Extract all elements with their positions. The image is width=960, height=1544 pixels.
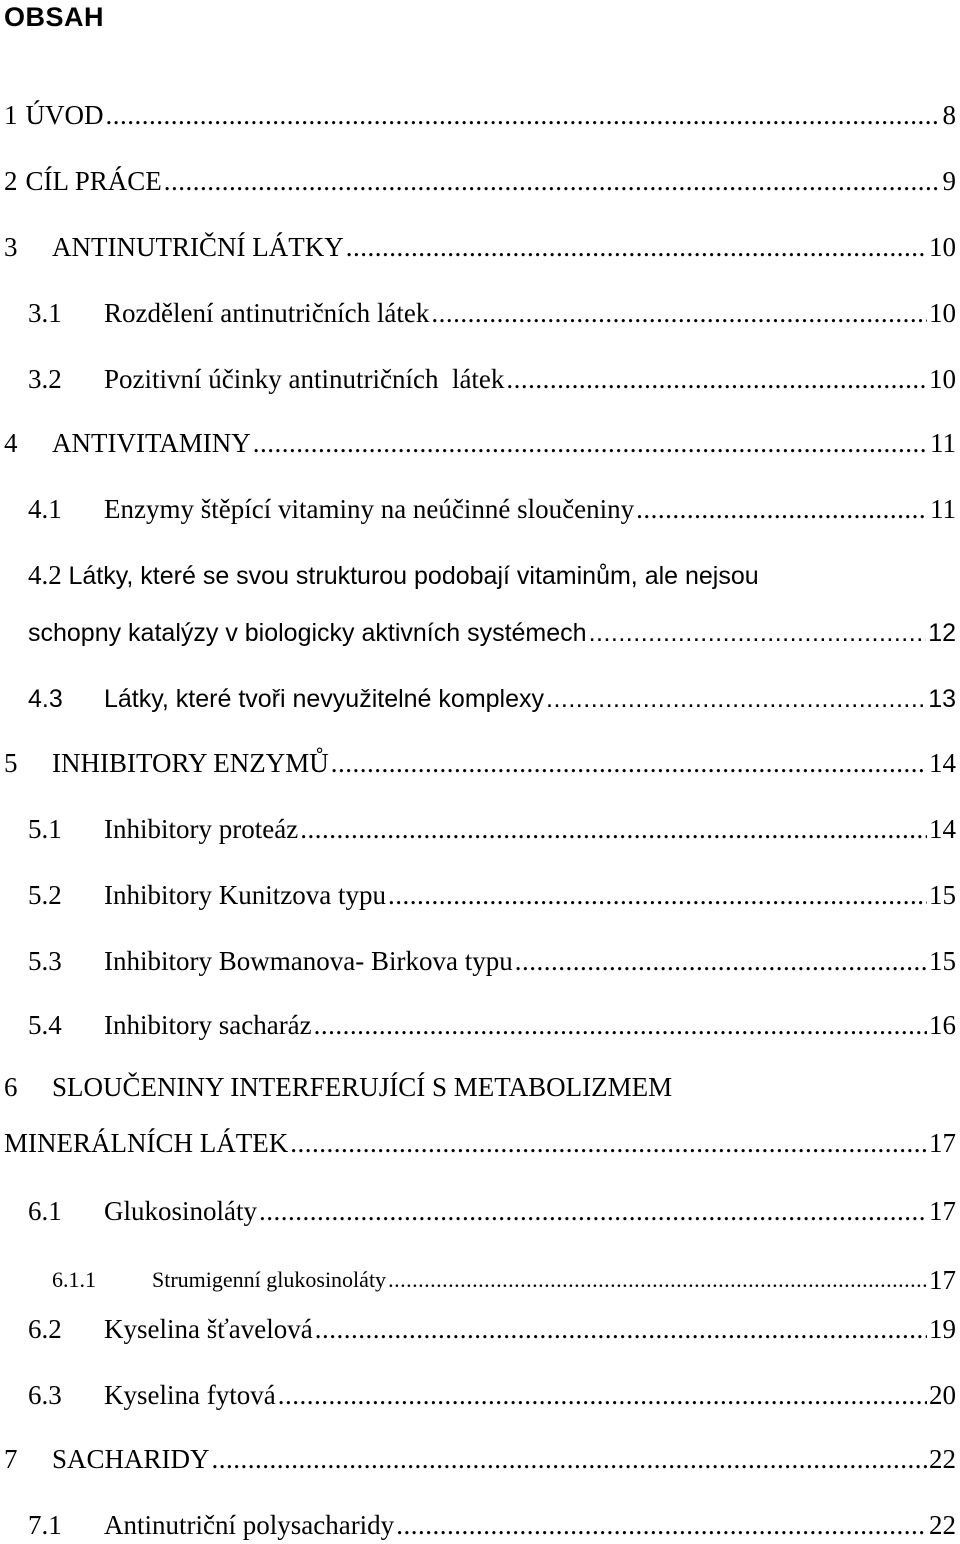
toc-number: 7	[4, 1444, 18, 1474]
toc-title: ÚVOD	[25, 100, 104, 130]
toc-leader	[164, 164, 941, 198]
toc-entry-6-2[interactable]	[0, 1306, 960, 1346]
toc-entry-5-4[interactable]	[0, 1002, 960, 1042]
toc-page: 10	[929, 232, 956, 262]
toc-page: 10	[929, 364, 956, 394]
toc-title: Glukosinoláty	[104, 1196, 257, 1226]
toc-leader	[315, 1312, 927, 1346]
toc-page: 10	[929, 298, 956, 328]
toc-leader	[546, 682, 926, 716]
toc-page: 11	[930, 428, 956, 458]
toc-entry-4[interactable]	[0, 420, 960, 460]
toc-page: 17	[929, 1128, 956, 1158]
toc-title: Pozitivní účinky antinutričních látek	[104, 364, 505, 394]
toc-leader	[346, 230, 927, 264]
toc-title: schopny katalýzy v biologicky aktivních systémech	[28, 619, 587, 647]
toc-number: 2	[4, 166, 18, 196]
toc-title: SLOUČENINY INTERFERUJÍCÍ S METABOLIZMEM	[52, 1072, 673, 1102]
toc-number: 6.1.1	[52, 1267, 96, 1292]
toc-entry-6-1-1[interactable]	[0, 1254, 960, 1294]
toc-page: 13	[928, 685, 956, 713]
toc-leader	[300, 812, 927, 846]
toc-page: 17	[929, 1265, 956, 1295]
toc-page: 17	[929, 1196, 956, 1226]
toc-number: 5.4	[28, 1010, 62, 1040]
toc-entry-5-3[interactable]	[0, 938, 960, 978]
toc-number: 3.2	[28, 364, 62, 394]
toc-title: Strumigenní glukosinoláty	[152, 1267, 387, 1292]
toc-leader	[212, 1442, 927, 1476]
toc-entry-7-1[interactable]	[0, 1502, 960, 1542]
toc-entry-4-3[interactable]	[0, 676, 960, 716]
toc-leader	[589, 616, 927, 650]
toc-entry-1[interactable]	[0, 92, 960, 132]
toc-entry-4-1[interactable]	[0, 486, 960, 526]
toc-number: 5.1	[28, 814, 62, 844]
toc-leader	[396, 1508, 927, 1542]
toc-number: 5.3	[28, 946, 62, 976]
toc-page: 22	[929, 1510, 956, 1540]
toc-leader	[331, 746, 927, 780]
toc-entry-5[interactable]	[0, 740, 960, 780]
toc-title: Enzymy štěpící vitaminy na neúčinné sloučeniny	[104, 494, 635, 524]
toc-page: 11	[930, 494, 956, 524]
toc-number: 5	[4, 748, 18, 778]
toc-number: 3.1	[28, 298, 62, 328]
toc-entry-4-2-line1[interactable]	[28, 558, 759, 593]
toc-entry-6-1[interactable]	[0, 1188, 960, 1228]
toc-title: Inhibitory Bowmanova- Birkova typu	[104, 946, 513, 976]
toc-number: 4.2	[28, 560, 62, 590]
toc-entry-3[interactable]	[0, 224, 960, 264]
toc-leader	[106, 98, 941, 132]
toc-page: 20	[929, 1380, 956, 1410]
toc-page: 16	[929, 1010, 956, 1040]
toc-title: CÍL PRÁCE	[25, 166, 162, 196]
toc-entry-3-1[interactable]	[0, 290, 960, 330]
toc-page: 19	[929, 1314, 956, 1344]
toc-entry-5-1[interactable]	[0, 806, 960, 846]
toc-entry-2[interactable]	[0, 158, 960, 198]
toc-page: 9	[942, 166, 956, 196]
toc-page: 14	[929, 814, 956, 844]
toc-title: SACHARIDY	[52, 1444, 210, 1474]
toc-title: Látky, které tvoři nevyužitelné komplexy	[104, 685, 545, 713]
toc-leader	[278, 1378, 927, 1412]
toc-leader	[388, 878, 927, 912]
toc-title: Rozdělení antinutričních látek	[104, 298, 430, 328]
toc-number: 3	[4, 232, 18, 262]
toc-page: 22	[929, 1444, 956, 1474]
toc-leader	[259, 1194, 927, 1228]
toc-title: ANTIVITAMINY	[52, 428, 251, 458]
toc-leader	[636, 492, 928, 526]
toc-entry-7[interactable]	[0, 1436, 960, 1476]
toc-leader	[515, 944, 927, 978]
toc-number: 6	[4, 1072, 18, 1102]
toc-entry-3-2[interactable]	[0, 356, 960, 396]
toc-page: 12	[928, 619, 956, 647]
toc-number: 4	[4, 428, 18, 458]
toc-page: 14	[929, 748, 956, 778]
toc-leader	[431, 296, 927, 330]
toc-title: Inhibitory proteáz	[104, 814, 299, 844]
toc-number: 6.1	[28, 1196, 62, 1226]
toc-title: Antinutriční polysacharidy	[104, 1510, 395, 1540]
toc-entry-6-line1[interactable]	[4, 1070, 672, 1104]
toc-leader	[506, 362, 927, 396]
toc-title: MINERÁLNÍCH LÁTEK	[4, 1128, 289, 1158]
toc-number: 4.3	[28, 685, 63, 713]
toc-number: 1	[4, 100, 18, 130]
toc-leader	[314, 1008, 927, 1042]
toc-title: ANTINUTRIČNÍ LÁTKY	[52, 232, 344, 262]
toc-page: 8	[942, 100, 956, 130]
toc-number: 5.2	[28, 880, 62, 910]
toc-entry-6-line2[interactable]	[0, 1120, 960, 1160]
toc-number: 6.2	[28, 1314, 62, 1344]
toc-entry-4-2-line2[interactable]	[0, 610, 960, 650]
toc-number: 4.1	[28, 494, 62, 524]
toc-number: 7.1	[28, 1510, 62, 1540]
toc-entry-5-2[interactable]	[0, 872, 960, 912]
page-title: OBSAH	[4, 2, 105, 32]
toc-page: 15	[929, 946, 956, 976]
toc-page: 15	[929, 880, 956, 910]
toc-number: 6.3	[28, 1380, 62, 1410]
toc-leader	[388, 1266, 927, 1294]
toc-title: Kyselina šťavelová	[104, 1314, 313, 1344]
toc-title: Inhibitory sacharáz	[104, 1010, 312, 1040]
toc-title: INHIBITORY ENZYMŮ	[52, 748, 329, 778]
toc-title: Kyselina fytová	[104, 1380, 276, 1410]
toc-entry-6-3[interactable]	[0, 1372, 960, 1412]
toc-leader	[290, 1126, 927, 1160]
toc-leader	[253, 426, 928, 460]
toc-title: Látky, které se svou strukturou podobají vitaminům, ale nejsou	[68, 562, 759, 590]
toc-title: Inhibitory Kunitzova typu	[104, 880, 386, 910]
